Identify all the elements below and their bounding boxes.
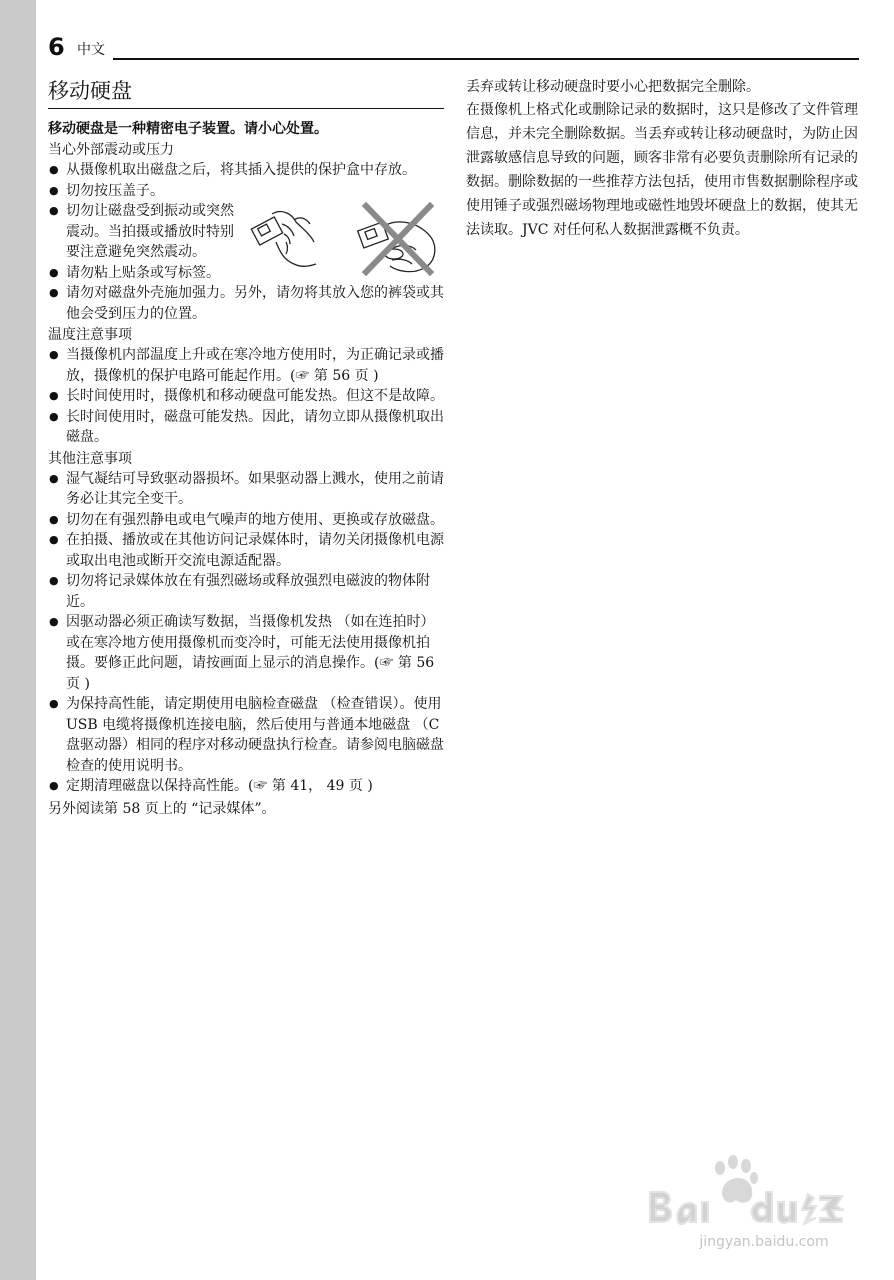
list-item: ● 切勿将记录媒体放在有强烈磁场或释放强烈电磁波的物体附近。	[48, 571, 444, 612]
subsection-title-other: 其他注意事项	[48, 450, 132, 467]
hand-holding-disk-icon	[251, 212, 316, 267]
data-deletion-heading: 丢弃或转让移动硬盘时要小心把数据完全删除。	[466, 79, 760, 95]
page-side-bar	[0, 0, 36, 1280]
list-item: ● 长时间使用时，磁盘可能发热。因此，请勿立即从摄像机取出磁盘。	[48, 407, 444, 448]
paw-logo-icon	[715, 1155, 758, 1203]
list-item: ● 当摄像机内部温度上升或在寒冷地方使用时，为正确记录或播放，摄像机的保护电路可能起作用。(☞ 第 56 页 )	[48, 345, 444, 386]
header-rule	[113, 58, 859, 60]
list-item: ● 定期清理磁盘以保持高性能。(☞ 第 41， 49 页 )	[48, 776, 444, 797]
list-item: ● 长时间使用时，摄像机和移动硬盘可能发热。但这不是故障。	[48, 386, 444, 407]
lead-sentence: 移动硬盘是一种精密电子装置。请小心处置。	[48, 121, 328, 137]
subsection-title-temperature: 温度注意事项	[48, 327, 132, 343]
watermark-url: jingyan.baidu.com	[699, 1234, 829, 1250]
right-column	[466, 76, 858, 242]
subsection-title-shock: 当心外部震动或压力	[48, 142, 174, 158]
list-item: ● 因驱动器必须正确读写数据，当摄像机发热 （如在连拍时）或在寒冷地方使用摄像机而变冷时，可能无法使用摄像机拍摄。要修正此问题，请按画面上显示的消息操作。(☞ 第 56 页 )	[48, 612, 444, 694]
other-list	[48, 469, 444, 797]
list-item: ● 为保持高性能，请定期使用电脑检查磁盘 （检查错误）。使用 USB 电缆将摄像机连接电脑，然后使用与普通本地磁盘 （C 盘驱动器）相同的程序对移动硬盘执行检查。请参阅电脑磁盘检查的使用说明书。	[48, 694, 444, 776]
list-item: ● 切勿按压盖子。	[48, 181, 444, 202]
left-column	[48, 76, 444, 819]
list-item: ● 请勿对磁盘外壳施加强力。另外，请勿将其放入您的裤袋或其他会受到压力的位置。	[48, 283, 444, 324]
page-number: 6	[48, 33, 65, 61]
list-item: ● 湿气凝结可导致驱动器损坏。如果驱动器上溅水，使用之前请务必让其完全变干。	[48, 469, 444, 510]
list-item: ● 从摄像机取出磁盘之后，将其插入提供的保护盒中存放。	[48, 160, 444, 181]
temperature-list	[48, 345, 444, 448]
list-item: ● 请勿粘上贴条或写标签。	[48, 263, 444, 284]
prohibited-cross-icon	[366, 206, 430, 272]
baidu-jingyan-watermark	[636, 1148, 876, 1258]
list-item: ● 切勿让磁盘受到振动或突然震动。当拍摄或播放时特别要注意避免突然震动。	[48, 201, 246, 263]
list-item: ● 切勿在有强烈静电或电气噪声的地方使用、更换或存放磁盘。	[48, 510, 444, 531]
data-deletion-paragraph: 在摄像机上格式化或删除记录的数据时，这只是修改了文件管理信息，并未完全删除数据。当丢弃或转让移动硬盘时，为防止因泄露敏感信息导致的问题，顾客非常有必要负责删除所有记录的数据。删除数据的一些推荐方法包括，使用市售数据删除程序或使用锤子或强烈磁场物理地或磁性地毁坏硬盘上的数据，使其无法读取。JVC 对任何私人数据泄露概不负责。	[466, 102, 858, 238]
footer-note: 另外阅读第 58 页上的 “记录媒体”。	[48, 800, 276, 817]
list-item: ● 在拍摄、播放或在其他访问记录媒体时，请勿关闭摄像机电源或取出电池或断开交流电源适配器。	[48, 530, 444, 571]
section-title: 移动硬盘	[48, 76, 444, 109]
language-label: 中文	[77, 42, 105, 58]
disk-handling-illustration	[248, 202, 440, 278]
